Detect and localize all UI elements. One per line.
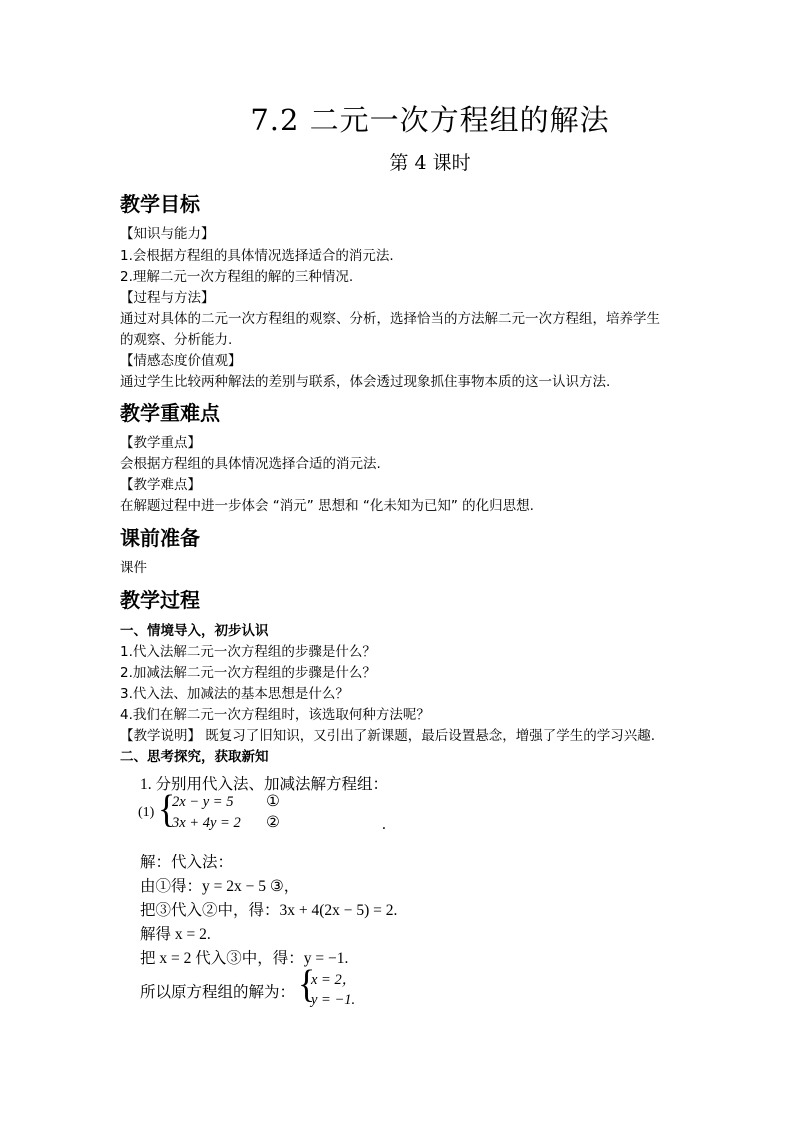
equation-2-number: ② — [266, 814, 280, 831]
equation-1: 2x − y = 5 — [172, 794, 234, 810]
solution-step-3: 解得 x = 2. — [140, 926, 211, 943]
teaching-note: 【教学说明】 既复习了旧知识，又引出了新课题，最后设置悬念，增强了学生的学习兴趣. — [120, 728, 656, 744]
question-3: 3.代入法、加减法的基本思想是什么？ — [120, 686, 349, 702]
heading-key-points: 教学重难点 — [120, 401, 220, 425]
tag-process-method: 【过程与方法】 — [120, 290, 215, 306]
equation-1-number: ① — [266, 793, 280, 810]
tag-difficult-point: 【教学难点】 — [120, 477, 201, 493]
page-title: 7.2 二元一次方程组的解法 — [250, 103, 610, 137]
solution-conclusion: 所以原方程组的解为： — [140, 984, 296, 1001]
goal-line-5: 通过学生比较两种解法的差别与联系，体会透过现象抓住事物本质的这一认识方法. — [120, 374, 611, 390]
solution-label: 解：代入法： — [140, 854, 234, 871]
tag-key-point: 【教学重点】 — [120, 435, 201, 451]
difficult-point-line: 在解题过程中进一步体会 “消元” 思想和 “化未知为已知” 的化归思想. — [120, 498, 534, 514]
preparation-line: 课件 — [120, 560, 147, 576]
heading-teaching-process: 教学过程 — [120, 588, 200, 612]
heading-preparation: 课前准备 — [120, 526, 200, 550]
answer-x: x = 2， — [311, 972, 357, 988]
goal-line-4: 的观察、分析能力. — [120, 332, 233, 348]
goal-line-2: 2.理解二元一次方程组的解的三种情况. — [120, 269, 354, 285]
answer-y: y = −1. — [311, 992, 356, 1008]
key-point-line: 会根据方程组的具体情况选择合适的消元法. — [120, 456, 381, 472]
answer-brace: { — [298, 962, 316, 1006]
problem-statement: 1. 分别用代入法、加减法解方程组： — [140, 776, 389, 793]
tag-emotion-values: 【情感态度价值观】 — [120, 353, 242, 369]
equation-2: 3x + 4y = 2 — [172, 815, 241, 831]
system-brace: { — [158, 787, 176, 831]
goal-line-3: 通过对具体的二元一次方程组的观察、分析，选择恰当的方法解二元一次方程组，培养学生 — [120, 311, 660, 327]
system-period: . — [382, 816, 386, 833]
lesson-subtitle: 第 4 课时 — [389, 152, 471, 174]
question-4: 4.我们在解二元一次方程组时，该选取何种方法呢？ — [120, 707, 430, 723]
solution-step-2: 把③代入②中，得：3x + 4(2x − 5) = 2. — [140, 902, 398, 919]
solution-step-1: 由①得：y = 2x − 5 ③， — [140, 878, 300, 895]
question-2: 2.加减法解二元一次方程组的步骤是什么？ — [120, 665, 376, 681]
subheading-intro: 一、情境导入，初步认识 — [120, 623, 269, 639]
solution-step-4: 把 x = 2 代入③中，得：y = −1. — [140, 950, 349, 967]
heading-teaching-goals: 教学目标 — [120, 192, 200, 216]
tag-knowledge-ability: 【知识与能力】 — [120, 226, 215, 242]
question-1: 1.代入法解二元一次方程组的步骤是什么？ — [120, 644, 376, 660]
subheading-explore: 二、思考探究，获取新知 — [120, 749, 269, 765]
problem-label: (1) — [138, 805, 155, 820]
goal-line-1: 1.会根据方程组的具体情况选择适合的消元法. — [120, 248, 394, 264]
